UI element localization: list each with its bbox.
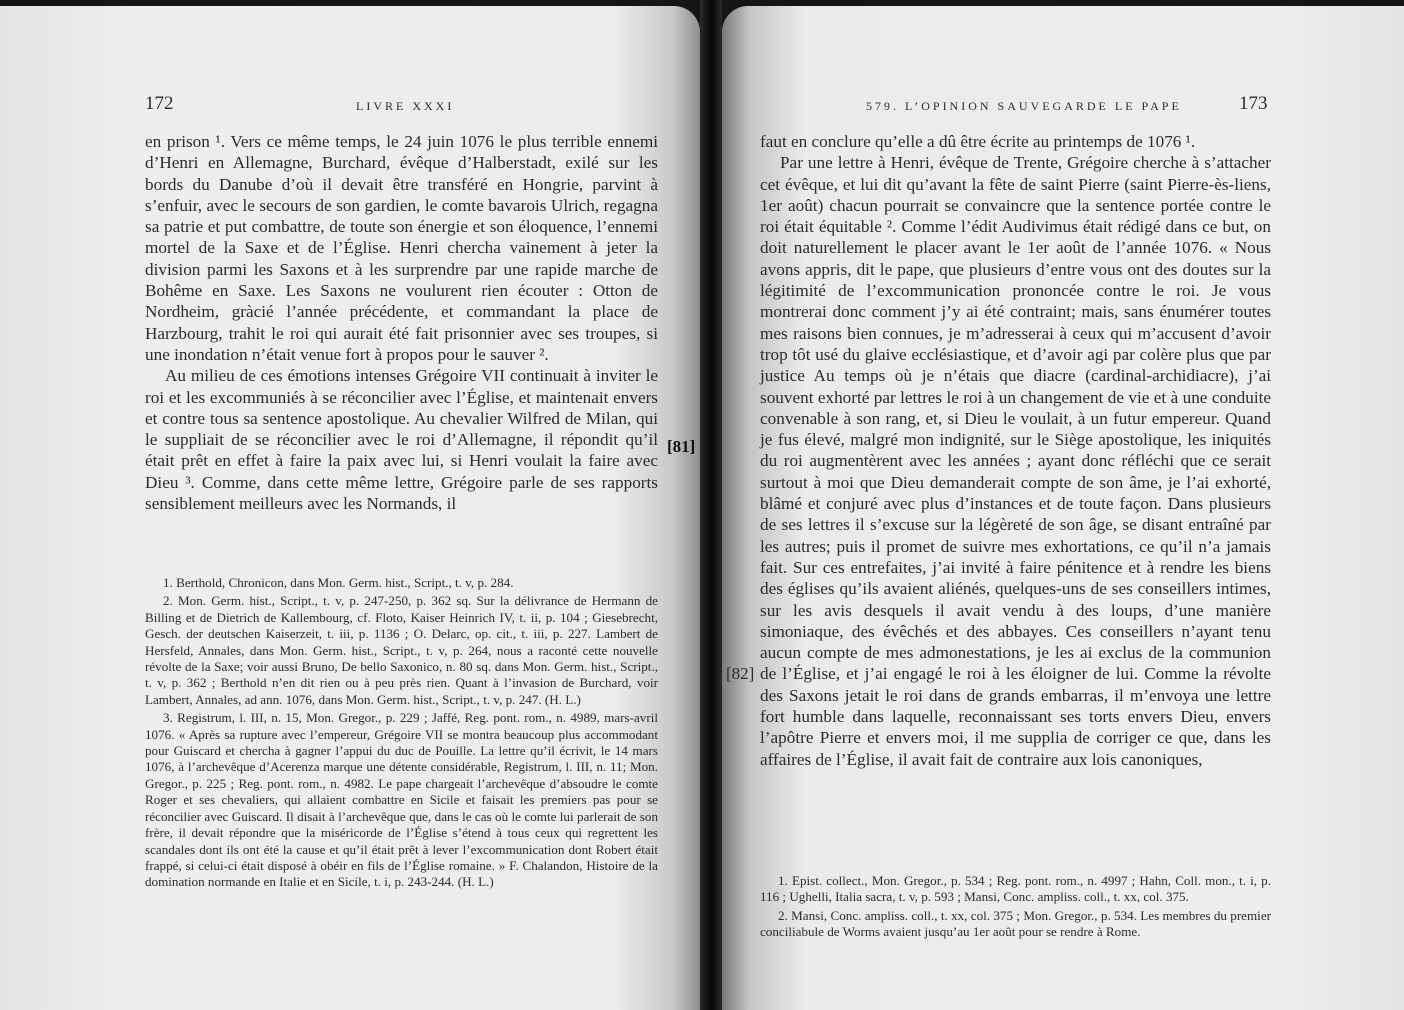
left-paragraph-1: en prison ¹. Vers ce même temps, le 24 juin 1076 le plus terrible ennemi d’Henri en Allemagne, Burchard, évêque d’Halberstadt, exilé sur les bords du Danube d’où il devait être transféré en Hongrie, parvint à s’enfuir, avec le secours de son gardien, le comte bavarois Ulrich, regagna sa patrie et put combattre, de toute son énergie et son éloquence, l’ennemi mortel de la Saxe et de l’Église. Henri chercha vainement à jeter la division parmi les Saxons et à les surprendre par une rapide marche de Bohême en Saxe. Les Saxons ne voulurent rien écouter : Otton de Nordheim, gràcié l’année précédente, et commandant la place de Harzbourg, trahit le roi qui aurait été fait prisonnier avec ses troupes, si une inondation n’était venue fort à propos pour le sauver ².	[145, 132, 658, 364]
margin-marker-81: [81]	[667, 437, 696, 456]
right-paragraph-1: faut en conclure qu’elle a dû être écrite au printemps de 1076 ¹.	[760, 132, 1196, 151]
left-paragraph-2: Au milieu de ces émotions intenses Grégoire VII continuait à inviter le roi et les excommuniés à se réconcilier avec l’Église, et maintenait envers et contre tous sa sentence apostolique. Au chevalier Wilfred de Milan, qui le suppliait de se réconcilier avec le roi d’Allemagne, il répondit qu’il était prêt en effet à faire la paix avec lui, si Henri voulait la faire avec Dieu ³. Comme, dans cette même lettre, Grégoire parle de ses rapports sensiblement meilleurs avec les Normands, il	[145, 366, 658, 514]
right-page-number: 173	[1239, 93, 1268, 114]
left-footnote-1: 1. Berthold, Chronicon, dans Mon. Germ. hist., Script., t. v, p. 284.	[163, 575, 514, 590]
book-gutter	[700, 0, 722, 1010]
right-running-head: 579. L’OPINION SAUVEGARDE LE PAPE	[866, 99, 1182, 113]
right-body-text	[760, 131, 1271, 770]
left-footnote-2: 2. Mon. Germ. hist., Script., t. v, p. 247-250, p. 362 sq. Sur la délivrance de Hermann de Billing et de Dietrich de Kallembourg, cf. Floto, Kaiser Heinrich IV, t. ii, p. 104 ; Giesebrecht, Gesch. der deutschen Kaiserzeit, t. iii, p. 1136 ; O. Delarc, op. cit., t. iii, p. 227. Lambert de Hersfeld, Annales, dans Mon. Germ. hist., Script., t. v, p. 264, nous a raconté cette nouvelle révolte de la Saxe; voir aussi Bruno, De bello Saxonico, n. 80 sq. dans Mon. Germ. hist., Script., t. v, p. 362 ; Berthold n’en dit rien ou à peu près rien. Quant à l’invasion de Burchard, voir Lambert, Annales, ad ann. 1076, dans Mon. Germ. hist., Script., t. v, p. 247. (H. L.)	[145, 593, 658, 707]
left-footnotes	[145, 575, 658, 893]
left-body-text	[145, 131, 658, 514]
left-running-head: LIVRE XXXI	[356, 99, 455, 113]
right-footnote-2: 2. Mansi, Conc. ampliss. coll., t. xx, col. 375 ; Mon. Gregor., p. 534. Les membres du premier conciliabule de Worms avaient jusqu’au 1er août pour se rendre à Rome.	[760, 907, 1271, 940]
left-footnote-3: 3. Registrum, l. III, n. 15, Mon. Gregor., p. 229 ; Jaffé, Reg. pont. rom., n. 4989, mars-avril 1076. « Après sa rupture avec l’empereur, Grégoire VII se montra beaucoup plus accommodant pour Guiscard et chercha à gagner l’appui du duc de Pouille. La lettre qu’il écrivit, le 14 mars 1076, à l’archevêque d’Acerenza marque une détente considérable, Registrum, l. III, n. 11; Mon. Gregor., p. 225 ; Reg. pont. rom., n. 4982. Le pape chargeait l’archevêque d’absoudre le comte Roger et ses chevaliers, qui allaient combattre en Sicile et faisait les premiers pas pour se réconcilier avec Guiscard. Il disait à l’archevêque que, dans le cas où le comte lui parlerait de son frère, il devait répondre que la miséricorde de l’Église s’étend à tous ceux qui regrettent les scandales dont ils ont été la cause et qu’il était prêt à lever l’excommunication dont Robert était frappé, si celui-ci était disposé à obéir en fils de l’Église romaine. » F. Chalandon, Histoire de la domination normande en Italie et en Sicile, t. i, p. 243-244. (H. L.)	[145, 710, 658, 890]
right-paragraph-2: Par une lettre à Henri, évêque de Trente, Grégoire cherche à s’attacher cet évêque, et lui dit qu’avant la fête de saint Pierre (saint Pierre-ès-liens, 1er août) chacun pourrait se convaincre que la sentence portée contre le roi était équitable ². Comme l’édit Audivimus était rédigé dans ce but, on doit naturellement le placer avant le 1er août de l’année 1076. « Nous avons appris, dit le pape, que plusieurs d’entre vous ont des doutes sur la légitimité de l’excommunication prononcée contre le roi. Je vous montrerai donc comment j’y ai été contraint; mais, sans énumérer toutes mes raisons bien connues, je m’adresserai à ceux qui m’accusent d’avoir trop tôt usé du glaive ecclésiastique, et d’avoir agi par colère plus que par justice Au temps où je n’étais que diacre (cardinal-archidiacre), j’ai souvent exhorté par lettres le roi à un changement de vie et à une conduite convenable à son rang, et, si Dieu le voulait, à un futur empereur. Quand je fus élevé, malgré mon indignité, sur le Siège apostolique, les iniquités du roi augmentèrent avec les années ; ayant donc réfléchi que ce serait surtout à moi que Dieu demanderait compte de son âme, je l’ai exhorté, blâmé et conjuré avec plus d’instances et de toute façon. Dans plusieurs de ses lettres il s’excuse sur la légèreté de son âge, se disant entraîné par les autres; puis il promet de suivre mes exhortations, ce qu’il n’a jamais fait. Sur ces entrefaites, j’ai invité à faire pénitence et à rendre les biens des églises qu’ils avaient aliénés, quelques-uns de ses conseillers intimes, sur les avis desquels il avait vendu à des loups, d’une manière simoniaque, des évêchés et des abbayes. Ces conseillers n’ayant tenu aucun compte de mes admonestations, je les ai exclus de la communion de l’Église, et j’ai engagé le roi à les éloigner de lui. Comme la révolte des Saxons jetait le roi dans de grands embarras, il m’envoya une lettre fort humble dans laquelle, reconnaissant ses torts envers Dieu, envers l’apôtre Pierre et envers moi, il me supplia de corriger ce que, dans les affaires de l’Église, il avait fait de contraire aux lois canoniques,	[760, 153, 1271, 769]
right-footnote-1: 1. Epist. collect., Mon. Gregor., p. 534 ; Reg. pont. rom., n. 4997 ; Hahn, Coll. mon., t. i, p. 116 ; Ughelli, Italia sacra, t. v, p. 593 ; Mansi, Conc. ampliss. coll., t. xx, col. 375.	[760, 873, 1271, 905]
margin-marker-82: [82]	[726, 664, 755, 683]
right-footnotes	[760, 873, 1271, 943]
left-page-number: 172	[145, 93, 174, 114]
